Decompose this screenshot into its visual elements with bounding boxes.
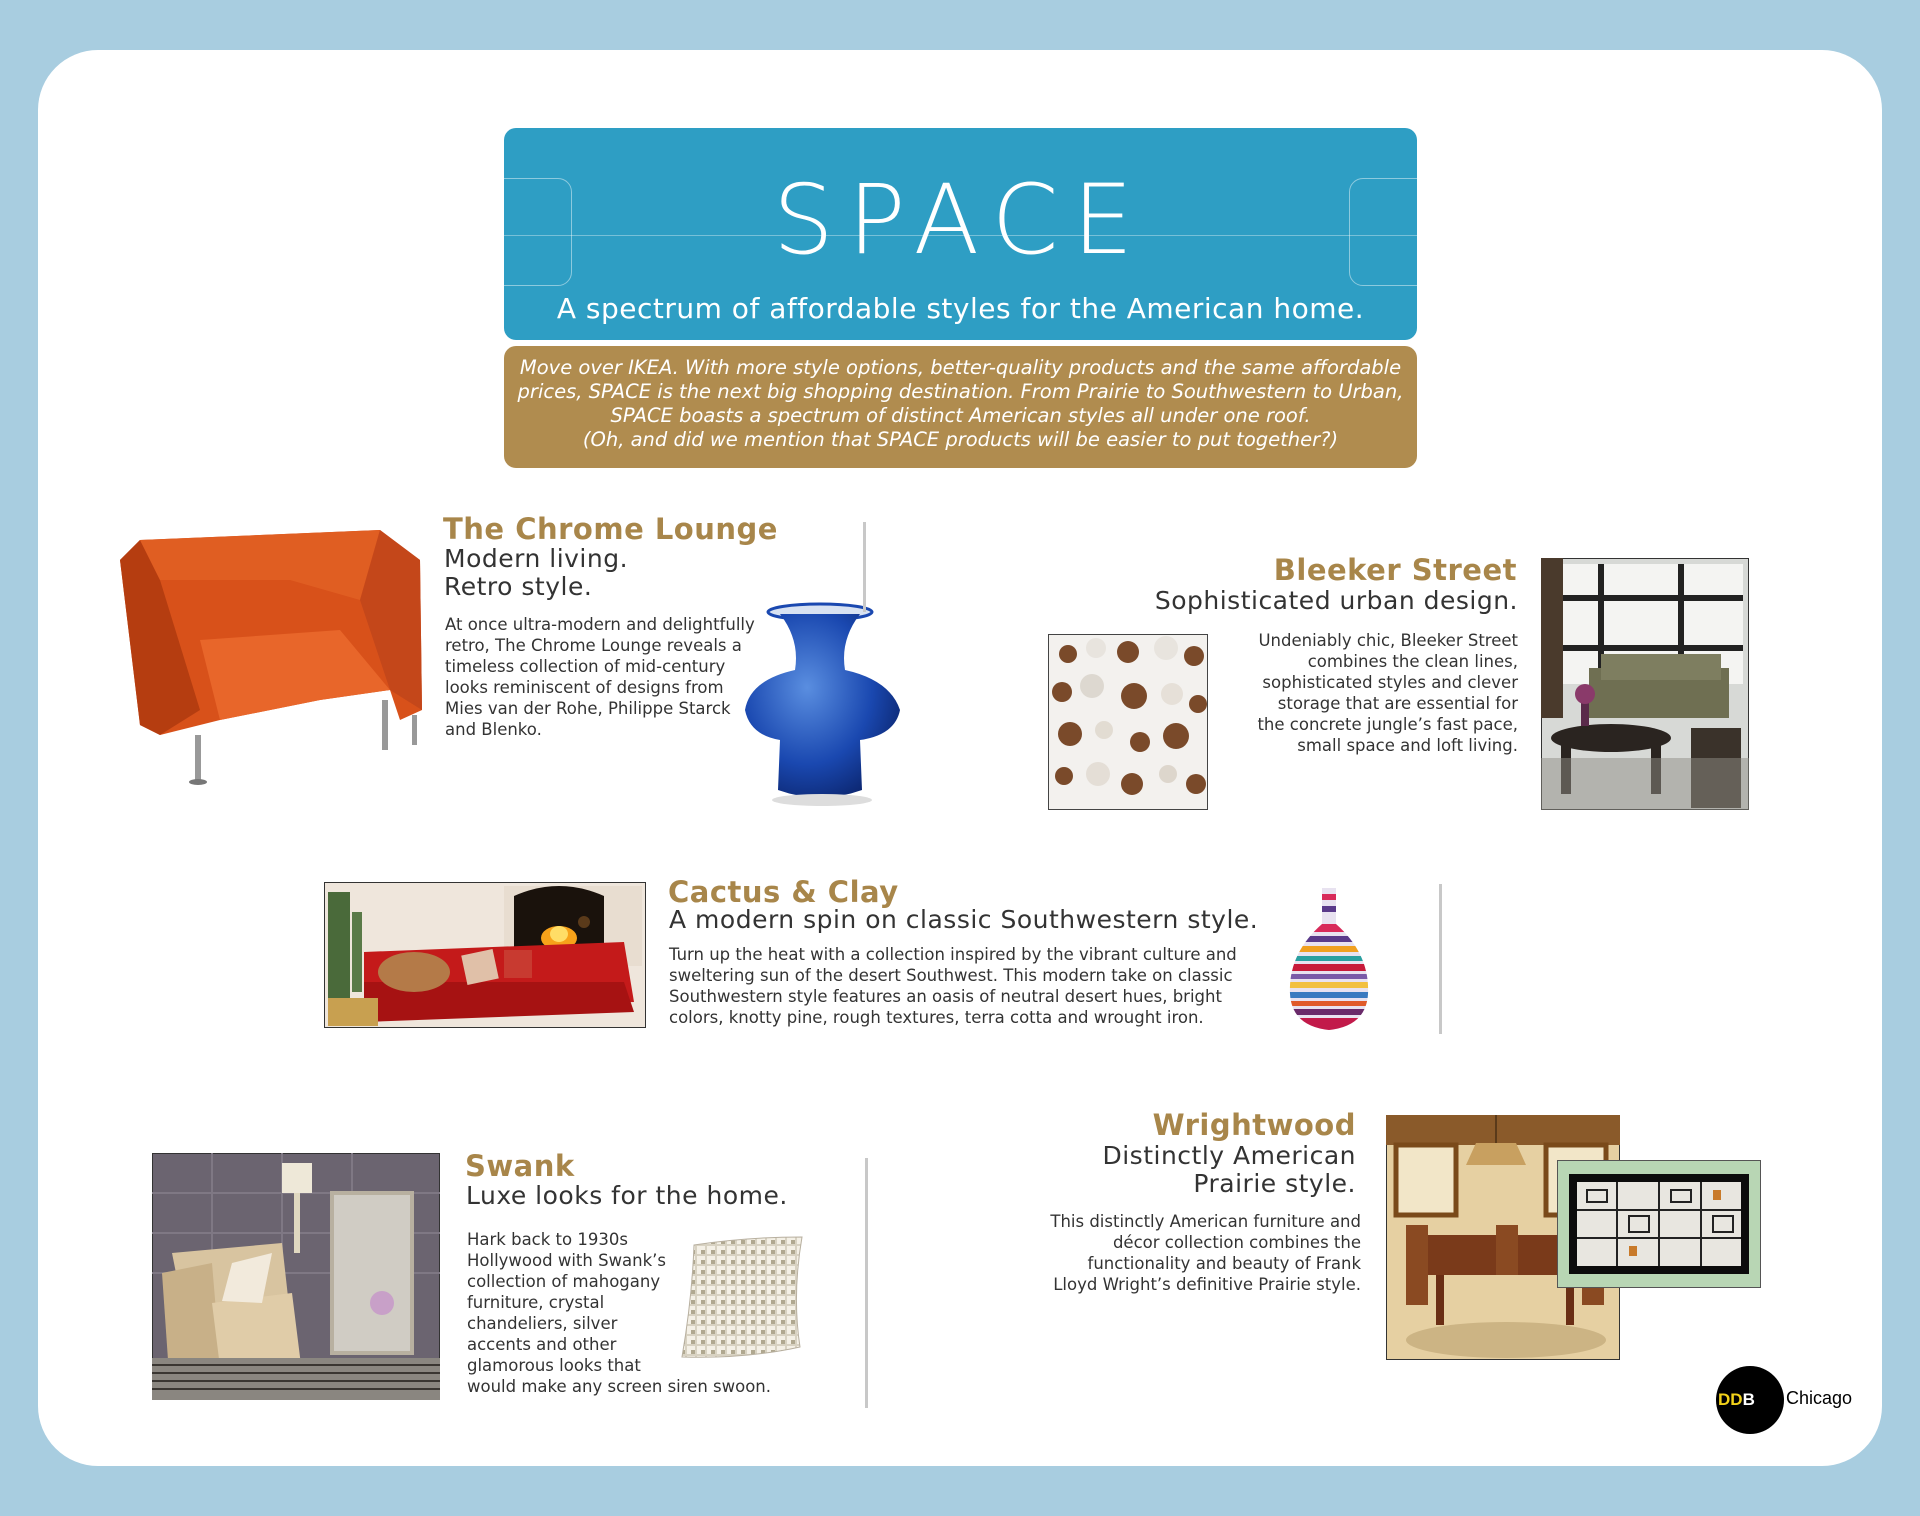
body-line: sweltering sun of the desert Southwest. This modern take on classic: [669, 966, 1233, 985]
cactus-clay-body: [669, 944, 1237, 1028]
ddb-logo-city: Chicago: [1786, 1388, 1853, 1408]
body-line: Turn up the heat with a collection inspired by the vibrant culture and: [669, 945, 1237, 964]
ddb-logo: [1716, 1366, 1784, 1434]
body-line: Hollywood with Swank’s: [467, 1251, 667, 1270]
body-line: colors, knotty pine, rough textures, terra cotta and wrought iron.: [669, 1008, 1204, 1027]
intro-line: prices, SPACE is the next big shopping destination. From Prairie to Southwestern to Urban,: [517, 380, 1404, 403]
body-line: décor collection combines the: [1112, 1233, 1361, 1252]
body-line: furniture, crystal: [467, 1293, 605, 1312]
body-line: combines the clean lines,: [1307, 652, 1518, 671]
wrightwood-sub2: Prairie style.: [1193, 1169, 1356, 1198]
intro-line: (Oh, and did we mention that SPACE products will be easier to put together?): [582, 428, 1339, 451]
body-line: Southwestern style features an oasis of neutral desert hues, bright: [669, 987, 1222, 1006]
swank-title: Swank: [465, 1149, 575, 1183]
divider-vertical: [1439, 884, 1442, 1034]
body-line: sophisticated styles and clever: [1262, 673, 1518, 692]
swank-sub: Luxe looks for the home.: [466, 1181, 788, 1210]
body-line: retro, The Chrome Lounge reveals a: [445, 636, 742, 655]
bleeker-sub: Sophisticated urban design.: [1154, 586, 1518, 615]
brand-title: SPACE: [772, 164, 1148, 276]
orange-armchair-image: [100, 520, 440, 790]
ddb-logo-letters-a: DD: [1718, 1390, 1743, 1409]
divider-vertical: [865, 1158, 868, 1408]
bead-curtain-image: [1048, 634, 1208, 810]
ddb-logo-letters-b: B: [1742, 1390, 1755, 1409]
bleeker-title: Bleeker Street: [1273, 553, 1517, 587]
chrome-lounge-sub1: Modern living.: [444, 544, 629, 573]
chrome-lounge-title: The Chrome Lounge: [443, 512, 778, 546]
body-line: Mies van der Rohe, Philippe Starck: [445, 699, 731, 718]
body-line: This distinctly American furniture and: [1050, 1212, 1361, 1231]
blue-vase-image: [740, 600, 910, 810]
bleeker-body: [1200, 630, 1518, 756]
wrightwood-body: [1000, 1211, 1361, 1295]
prairie-glass-panel-image: [1557, 1160, 1761, 1288]
divider-vertical: [863, 522, 866, 612]
striped-vase-image: [1286, 884, 1372, 1032]
intro-line: SPACE boasts a spectrum of distinct American styles all under one roof.: [610, 404, 1311, 427]
cactus-clay-sub: A modern spin on classic Southwestern style.: [669, 905, 1259, 934]
body-line: functionality and beauty of Frank: [1087, 1254, 1361, 1273]
swank-armchair-room-image: [152, 1153, 440, 1400]
body-line: looks reminiscent of designs from: [445, 678, 724, 697]
cactus-clay-title: Cactus & Clay: [668, 875, 899, 909]
chrome-lounge-body: [445, 614, 755, 740]
body-line: small space and loft living.: [1297, 736, 1518, 755]
chrome-lounge-sub2: Retro style.: [444, 572, 593, 601]
body-line: accents and other: [467, 1335, 617, 1354]
body-line: At once ultra-modern and delightfully: [445, 615, 755, 634]
southwestern-living-room-image: [324, 882, 646, 1028]
body-line: the concrete jungle’s fast pace,: [1257, 715, 1518, 734]
urban-living-room-image: [1541, 558, 1749, 810]
body-line: Hark back to 1930s: [467, 1230, 628, 1249]
body-line: chandeliers, silver: [467, 1314, 618, 1333]
wrightwood-title: Wrightwood: [1152, 1108, 1356, 1142]
brand-tagline: A spectrum of affordable styles for the American home.: [556, 292, 1365, 325]
intro-box: [504, 346, 1417, 468]
intro-line: Move over IKEA. With more style options, better-quality products and the same affordable: [519, 356, 1402, 379]
body-line: would make any screen siren swoon.: [467, 1377, 772, 1396]
body-line: glamorous looks that: [467, 1356, 641, 1375]
sequin-pillow-image: [676, 1235, 806, 1361]
body-line: collection of mahogany: [467, 1272, 661, 1291]
wrightwood-sub1: Distinctly American: [1102, 1141, 1356, 1170]
body-line: storage that are essential for: [1277, 694, 1518, 713]
body-line: Lloyd Wright’s definitive Prairie style.: [1053, 1275, 1361, 1294]
body-line: Undeniably chic, Bleeker Street: [1258, 631, 1518, 650]
body-line: and Blenko.: [445, 720, 542, 739]
body-line: timeless collection of mid-century: [445, 657, 726, 676]
